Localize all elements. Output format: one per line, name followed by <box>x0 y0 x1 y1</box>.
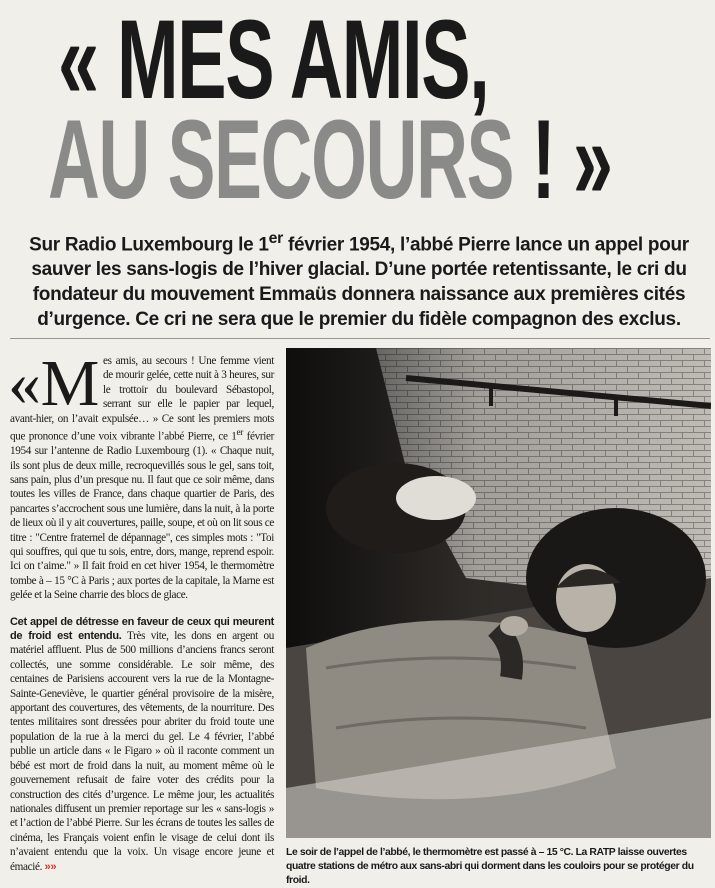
headline-line-2 <box>48 97 612 222</box>
lede-text-start: Sur Radio Luxembourg le 1 <box>29 234 269 256</box>
headline-line-2-text: AU SECOURS <box>48 97 514 222</box>
drop-cap-letter: M <box>40 347 99 420</box>
drop-cap-quote: « <box>8 347 41 420</box>
lede-ordinal: er <box>268 230 284 247</box>
divider-rule <box>10 338 710 339</box>
headline-line-2-end: ! » <box>513 97 612 222</box>
metro-photo <box>286 348 711 838</box>
paragraph-1 <box>8 347 274 603</box>
paragraph-2 <box>10 615 274 874</box>
article-body <box>8 347 274 874</box>
lede-text-rest: février 1954, l’abbé Pierre lance un appel pour sauver les sans-logis de l’hiver glacial. D’une portée retentissante, le cri du fondateur du mouvement Emmaüs donnera naissance aux premières cités d’urgence. Ce cri ne sera que le premier du fidèle compagnon des exclus. <box>31 234 689 331</box>
metro-photo-illustration <box>286 348 711 838</box>
lede-paragraph <box>14 226 704 332</box>
paragraph-1-ordinal: er <box>236 428 243 439</box>
continue-mark: »» <box>44 860 57 873</box>
headline <box>0 0 715 222</box>
headline-line-1: « MES AMIS, <box>58 0 489 122</box>
paragraph-2-lead: Cet appel de détresse en faveur de ceux qui meurent de froid est entendu. <box>10 615 274 643</box>
drop-cap <box>8 347 99 420</box>
coat-pile <box>526 508 706 648</box>
paragraph-1-text-b: février 1954 sur l’antenne de Radio Luxembourg (1). « Chaque nuit, ils sont plus de deux mille, recroquevillés sous le gel, sans toit, sans pain, plus d’un presque nu. Il faut que ce soir même, dans toutes les villes de France, dans chaque quartier de Paris, des pancartes s’accrochent sous une lumière, dans la nuit, à la porte de lieux où il y ait couvertures, paille, soupe, et où on lit sous ce titre : "Centre fraternel de dépannage", ces simples mots : "Toi qui souffres, qui que tu sois, entre, dors, mange, reprend espoir. Ici on t’aime." » Il fait froid en cet hiver 1954, le thermomètre tombe à – 15 °C à Paris ; aux portes de la capitale, la Marne est gelée et la Seine charrie des blocs de glace. <box>10 430 274 602</box>
paragraph-2-text: Très vite, les dons en argent ou matériel affluent. Plus de 500 millions d’anciens francs seront collectés, une somme considérable. Le soir même, des centaines de Parisiens accourent vers la rue de la Montagne-Sainte-Geneviève, le quartier général provisoire de la misère, apportant des couvertures, des vêtements, de la nourriture. Des tentes militaires sont dressées pour abriter du froid toute une population de la rue à la merci du gel. Le 4 février, l’abbé publie un article dans « le Figaro » où il raconte comment un bébé est mort de froid dans la nuit, au moment même où le gouvernement refusait de faire voter des crédits pour la construction des cités d’urgence. Le même jour, les actualités nationales diffusent un premier reportage sur les « sans-logis » et l’action de l’abbé Pierre. Sur les écrans de toutes les salles de cinéma, les Français voient enfin le visage de celui dont ils n’avaient entendu que la voix. Un visage encore jeune et émacié. <box>10 630 274 873</box>
photo-caption: Le soir de l’appel de l’abbé, le thermomètre est passé à – 15 °C. La RATP laisse ouvertes quatre stations de métro aux sans-abri qui dorment dans les couloirs pour se protéger du froid. <box>286 847 694 886</box>
paragraph-1-text-a: es amis, au secours ! Une femme vient de mourir gelée, cette nuit à 3 heures, sur le trottoir du boulevard Sébastopol, serrant sur elle le papier par lequel, avant-hier, on l’avait expulsée… » Ce sont les premiers mots que prononce d’une voix vibrante l’abbé Pierre, ce 1 <box>10 355 274 443</box>
